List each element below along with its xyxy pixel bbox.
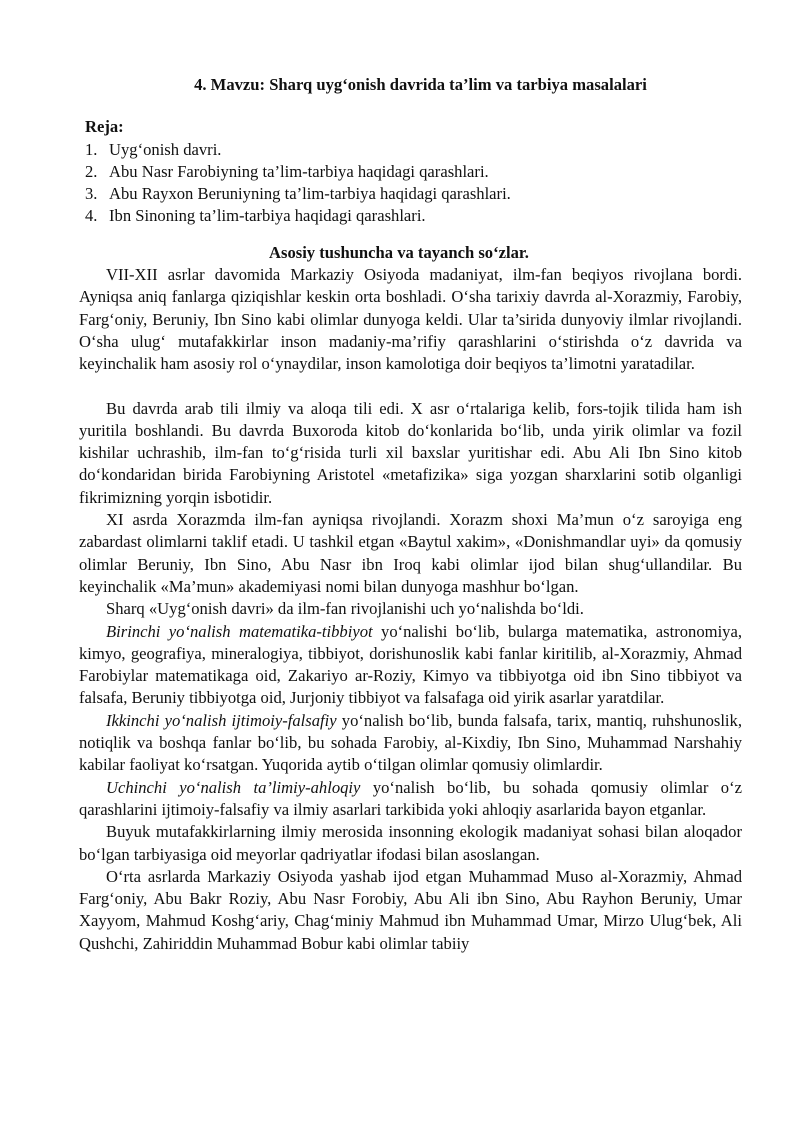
plan-item-number: 1.	[85, 139, 98, 159]
plan-item-text: Abu Rayxon Beruniyning ta’lim-tarbiya haqidagi qarashlari.	[109, 184, 511, 204]
plan-item-number: 2.	[85, 161, 98, 181]
plan-list	[79, 139, 742, 228]
plan-item-number: 3.	[85, 184, 98, 204]
paragraph-text: yo‘nalish bo‘lib, bunda falsafa, tarix, mantiq, ruhshunoslik, notiqlik va boshqa fanlar bo‘lib, bu sohada Farobiy, al-Kixdiy, Ibn Sino, Muhammad Narshahiy kabilar faoliyat ko‘rsatgan. Yuqorida aytib o‘tilgan olimlar qomusiy olimlardir.	[79, 710, 742, 775]
body-paragraph	[79, 264, 742, 375]
paragraph-text: yo‘nalishi bo‘lib, bularga matematika, astronomiya, kimyo, geografiya, mineralogiya, tibbiyot, dorishunoslik kabi fanlar kiritilib, al-Xorazmiy, Ahmad Farobiylar matematikaga oid, Zakariyo ar-Roziy, Kimyo va tibbiyotga oid ibn Sino tibbiyot va falsafa, Beruniy tibbiyotga oid, Jurjoniy tibbiyot va falsafaga oid yirik asarlar yaratdilar.	[79, 621, 742, 708]
document-title: 4. Mavzu: Sharq uyg‘onish davrida ta’lim va tarbiya masalalari	[194, 75, 647, 94]
plan-item	[85, 161, 742, 183]
document-page	[79, 74, 742, 955]
plan-item	[85, 183, 742, 205]
paragraph-text: O‘rta asrlarda Markaziy Osiyoda yashab ijod etgan Muhammad Muso al-Xorazmiy, Ahmad Farg‘oniy, Abu Bakr Roziy, Abu Nasr Forobiy, Abu Ali ibn Sino, Abu Rayhon Beruniy, Umar Xayyom, Mahmud Koshg‘ariy, Chag‘miniy Mahmud ibn Muhammad Umar, Mirzo Ulug‘bek, Ali Qushchi, Zahiriddin Muhammad Bobur kabi olimlar tabiiy	[79, 866, 742, 953]
body-paragraph	[79, 821, 742, 866]
paragraph-text: VII-XII asrlar davomida Markaziy Osiyoda madaniyat, ilm-fan beqiyos rivojlana bordi. Ayniqsa aniq fanlarga qiziqishlar keskin orta boshladi. O‘sha tarixiy davrda al-Xorazmiy, Farobiy, Farg‘oniy, Beruniy, Ibn Sino kabi olimlar dunyoga keldi. Ular ta’sirida dunyoviy ilmlar rivojlandi. O‘sha ulug‘ mutafakkirlar inson madaniy-ma’rifiy qarashlarini o‘stirishda o‘z davrida va keyinchalik ham asosiy rol o‘ynaydilar, inson kamolotiga doir beqiyos ta’limotni yaratadilar.	[79, 265, 742, 374]
paragraph-lead-italic: Ikkinchi yo‘nalish ijtimoiy-falsafiy	[106, 710, 337, 730]
body-paragraph	[79, 777, 742, 822]
plan-label: Reja:	[85, 117, 124, 137]
body-paragraph	[79, 710, 742, 777]
section-subtitle: Asosiy tushuncha va tayanch so‘zlar.	[269, 242, 529, 262]
plan-item-text: Uyg‘onish davri.	[109, 139, 222, 159]
body-paragraph	[79, 621, 742, 710]
body-paragraph	[79, 598, 742, 620]
body-paragraph	[79, 398, 742, 509]
paragraph-text: Sharq «Uyg‘onish davri» da ilm-fan rivojlanishi uch yo‘nalishda bo‘ldi.	[106, 599, 584, 619]
paragraph-lead-italic: Birinchi yo‘nalish matematika-tibbiyot	[106, 621, 373, 641]
paragraph-text: Buyuk mutafakkirlarning ilmiy merosida insonning ekologik madaniyat sohasi bilan aloqador bo‘lgan tarbiyasiga oid meyorlar qadriyatlar ifodasi bilan asoslangan.	[79, 822, 742, 864]
plan-item-text: Abu Nasr Farobiyning ta’lim-tarbiya haqidagi qarashlari.	[109, 161, 489, 181]
plan-item	[85, 139, 742, 161]
paragraph-text: XI asrda Xorazmda ilm-fan ayniqsa rivojlandi. Xorazm shoxi Ma’mun o‘z saroyiga eng zabardast olimlarni taklif etadi. U tashkil etgan «Baytul xakim», «Donishmandlar uyi» da qomusiy olimlar Beruniy, Ibn Sino, Abu Nasr ibn Iroq kabi olimlar ijod bilan shug‘ullandilar. Bu keyinchalik «Ma’mun» akademiyasi nomi bilan dunyoga mashhur bo‘lgan.	[79, 510, 742, 596]
paragraph-text: Bu davrda arab tili ilmiy va aloqa tili edi. X asr o‘rtalariga kelib, fors-tojik tilida ham ish yuritila boshlandi. Bu davrda Buxoroda kitob do‘konlarida bo‘lib, unda yirik olimlar va fozil kishilar uchrashib, ilm-fan to‘g‘risida turli xil baxslar yuritishar edi. Abu Ali Ibn Sino kitob do‘kondaridan birida Farobiyning Aristotel «metafizika» siga yozgan sharxlarini sotib olganligi fikrimizning yorqin isbotidir.	[79, 398, 742, 507]
body-paragraph	[79, 866, 742, 955]
plan-item	[85, 205, 742, 227]
plan-item-text: Ibn Sinoning ta’lim-tarbiya haqidagi qarashlari.	[109, 206, 426, 226]
plan-item-number: 4.	[85, 206, 98, 226]
body-paragraph	[79, 509, 742, 598]
paragraph-lead-italic: Uchinchi yo‘nalish ta’limiy-ahloqiy	[106, 777, 361, 797]
paragraph-text: yo‘nalish bo‘lib, bu sohada qomusiy olimlar o‘z qarashlarini ijtimoiy-falsafiy va ilmiy asarlari tarkibida yoki ahloqiy asarlarida bayon etganlar.	[79, 777, 742, 819]
